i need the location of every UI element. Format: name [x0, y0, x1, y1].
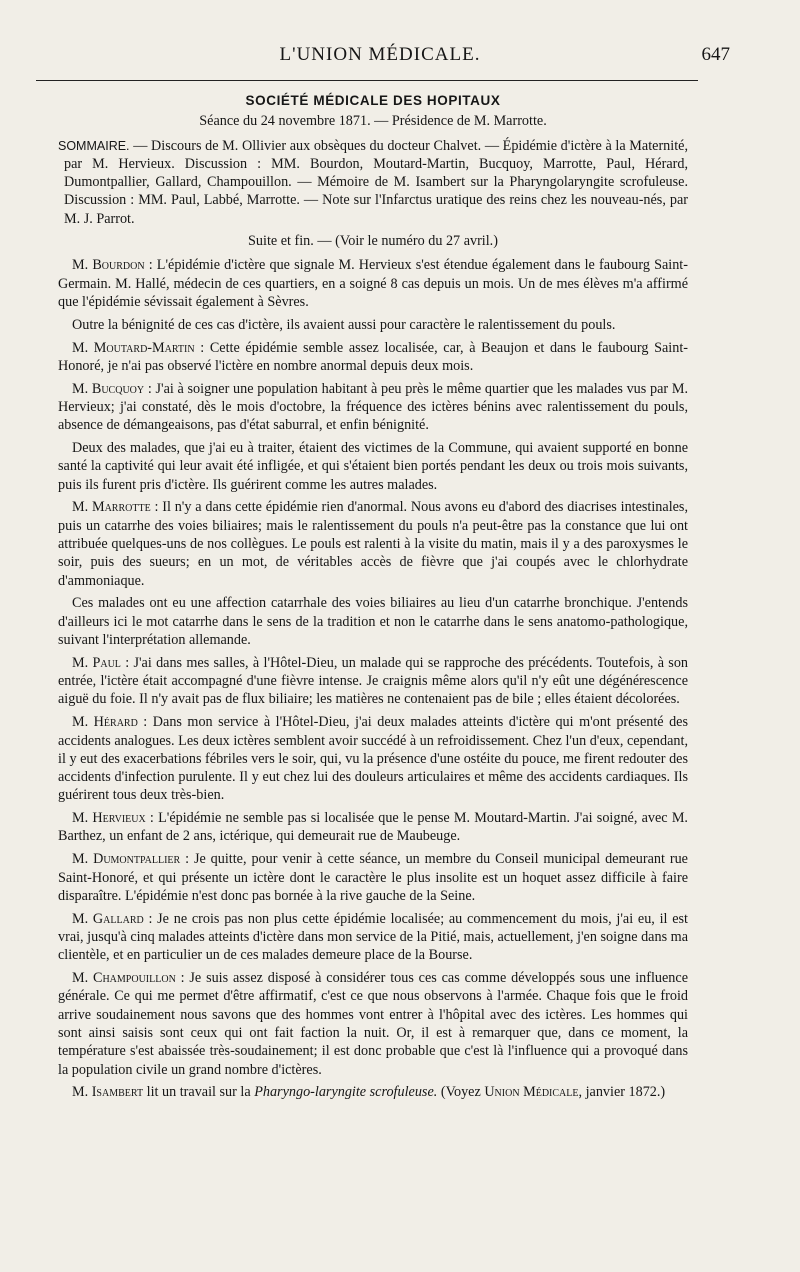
discussion-paragraph [58, 969, 688, 1079]
paragraph-text: J'ai à soigner une population habitant à peu près le même quartier que les malades vus par M. Hervieux; j'ai constaté, dès le mois d'octobre, la fréquence des ictères bénins avec ralentissement du pouls, absence de démangeaisons, pas d'état saburral, et enfin bénignité. [58, 380, 688, 434]
speaker-name: M. Champouillon : [72, 970, 185, 987]
discussion-paragraph [58, 439, 688, 494]
society-heading: SOCIÉTÉ MÉDICALE DES HOPITAUX [245, 93, 501, 108]
discussion-paragraph [58, 380, 688, 435]
seance-line: Séance du 24 novembre 1871. — Présidence de M. Marrotte. [199, 113, 547, 130]
paragraph-text: Je ne crois pas non plus cette épidémie localisée; au commencement du mois, j'ai eu, il est vrai, jusqu'à cinq malades atteints d'ictère dans mon service de la Pitié, mais, actuellement, j'en soigne dans ma clientèle, et en particulier un de ces malades demeure place de la Bourse. [58, 910, 688, 964]
discussion-paragraph [58, 339, 688, 376]
discussion-paragraph [58, 256, 688, 311]
paragraph-text: Ces malades ont eu une affection catarrhale des voies biliaires au lieu d'un catarrhe bronchique. J'entends d'ailleurs ici le mot catarrhe dans le sens de la tradition et non le catarrhe dans le sens anatomo-pathologique, suivant l'interprétation allemande. [58, 595, 688, 649]
discussion-paragraph [58, 498, 688, 589]
speaker-name: M. Gallard : [72, 910, 153, 927]
page-number: 647 [701, 44, 730, 65]
sommaire-text: — Discours de M. Ollivier aux obsèques du docteur Chalvet. — Épidémie d'ictère à la Maternité, par M. Hervieux. Discussion : MM. Bourdon, Moutard-Martin, Bucquoy, Marrotte, Paul, Hérard, Dumontpallier, Gallard, Champouillon. — Mémoire de M. Isambert sur la Pharyngolaryngite scrofuleuse. Discussion : MM. Paul, Labbé, Marrotte. — Note sur l'Infarctus uratique des reins chez les nouveau-nés, par M. J. Parrot. [64, 137, 688, 227]
speaker-name: M. Hervieux : [72, 810, 154, 827]
discussion-paragraph [58, 910, 688, 965]
speaker-name: M. Bourdon : [72, 257, 153, 274]
work-title: Pharyngo-laryngite scrofuleuse. [254, 1084, 438, 1101]
discussion-paragraph [58, 850, 688, 905]
discussion-paragraph [58, 316, 688, 334]
paragraph-text: Je quitte, pour venir à cette séance, un membre du Conseil municipal demeurant rue Saint-Honoré, et qui présente un ictère dont le caractère le plus insolite est un hoquet assez difficile à faire disparaître. L'épidémie n'est donc pas bornée à la rive gauche de la Seine. [58, 851, 688, 904]
discussion-paragraph [58, 713, 688, 804]
paragraph-text: Outre la bénignité de ces cas d'ictère, ils avaient aussi pour caractère le ralentissement du pouls. [72, 316, 616, 333]
sommaire [58, 137, 688, 228]
article-body [58, 92, 688, 1106]
speaker-name: M. Dumontpallier : [72, 851, 190, 868]
running-title: L'UNION MÉDICALE. [279, 44, 481, 65]
suite-line: Suite et fin. — (Voir le numéro du 27 avril.) [248, 233, 498, 250]
discussion-paragraph [58, 654, 688, 709]
paragraph-text: J'ai dans mes salles, à l'Hôtel-Dieu, un malade qui se rapproche des précédents. Toutefois, à son entrée, l'ictère était accompagné d'une fièvre intense. Je craignis même alors qu'il n'y eût une dégénérescence aiguë du foie. Il n'y avait pas de flux biliaire; les matières ne contenaient pas de bile ; elles étaient décolorées. [58, 654, 689, 708]
header-rule [36, 80, 698, 81]
paragraph-text: Je suis assez disposé à considérer tous ces cas comme développés sous une influence générale. Ce qui me permet d'être affirmatif, c'est ce que nous observons à l'armée. Chaque fois que le froid arrive soudainement nous savons que des hommes vont entrer à l'hôpital avec des ictères. Les hommes qui sont ainsi saisis sont ceux qui ont fait faction la nuit. Or, il est à remarquer que, dans ce moment, la température s'est abaissée très-soudainement; il est donc probable que c'est là l'influence qui a provoqué dans la population civile un grand nombre d'ictères. [58, 970, 688, 1078]
speaker-name: M. Marrotte : [72, 499, 159, 516]
paragraph-isambert [58, 1083, 688, 1101]
paragraph-text: Deux des malades, que j'ai eu à traiter, étaient des victimes de la Commune, qui avaient supporté en bonne santé la captivité qui leur avait été infligée, et qui s'étaient bien portés pendant les deux ou trois mois suivants, puis ils furent pris d'ictère. Ils guérirent comme les autres malades. [58, 440, 688, 493]
paragraph-text: Il n'y a dans cette épidémie rien d'anormal. Nous avons eu d'abord des diacrises intestinales, puis un catarrhe des voies biliaires; mais le ralentissement du pouls n'a peut-être pas la constance que lui ont attribuée quelques-uns de nos collègues. Le pouls est ralenti à la visite du matin, mais il y a des paroxysmes le soir, puis des sueurs; en un mot, de véritables accès de fièvre que j'ai coupés avec le chlorhydrate d'ammoniaque. [58, 499, 689, 589]
paragraph-text: , janvier 1872.) [578, 1084, 666, 1101]
paragraph-text: Cette épidémie semble assez localisée, car, à Beaujon et dans le faubourg Saint-Honoré, je n'ai pas observé l'ictère en nombre anormal depuis deux mois. [58, 339, 688, 374]
speaker-name: M. Hérard : [72, 714, 148, 731]
paragraph-text: (Voyez [437, 1084, 485, 1101]
page-header [60, 44, 730, 74]
journal-name: Union Médicale [484, 1084, 579, 1101]
paragraph-text: L'épidémie d'ictère que signale M. Hervieux s'est étendue également dans le faubourg Saint-Germain. M. Hallé, médecin de ces quartiers, en a soigné 8 cas depuis un mois. Un de mes élèves m'a affirmé que l'épidémie sévissait également à Sèvres. [58, 257, 688, 310]
speaker-name: M. Moutard-Martin : [72, 339, 205, 356]
paragraph-text: Dans mon service à l'Hôtel-Dieu, j'ai deux malades atteints d'ictère qui m'ont présenté des accidents analogues. Les deux ictères semblent avoir succédé à un refroidissement. Chez l'un d'eux, cependant, il y eut des exacerbations fébriles vers le soir, qui, vu la présence d'une ostéite du pouce, me firent redouter des accidents d'infection purulente. Il y eut chez lui des douleurs articulaires et même des accidents cardiaques. Ils guérirent tous deux très-bien. [58, 714, 689, 804]
discussion-paragraph [58, 809, 688, 846]
speaker-name: M. Bucquoy : [72, 380, 152, 397]
paragraph-text: lit un travail sur la [143, 1084, 255, 1101]
discussion-paragraphs [58, 256, 688, 1078]
discussion-paragraph [58, 594, 688, 649]
speaker-name: M. Paul : [72, 654, 130, 671]
speaker-name: M. Isambert [72, 1084, 144, 1101]
sommaire-lead: SOMMAIRE. [58, 138, 130, 153]
paragraph-text: L'épidémie ne semble pas si localisée que le pense M. Moutard-Martin. J'ai soigné, avec M. Barthez, un enfant de 2 ans, ictérique, qui demeurait rue de Maubeuge. [58, 810, 688, 845]
